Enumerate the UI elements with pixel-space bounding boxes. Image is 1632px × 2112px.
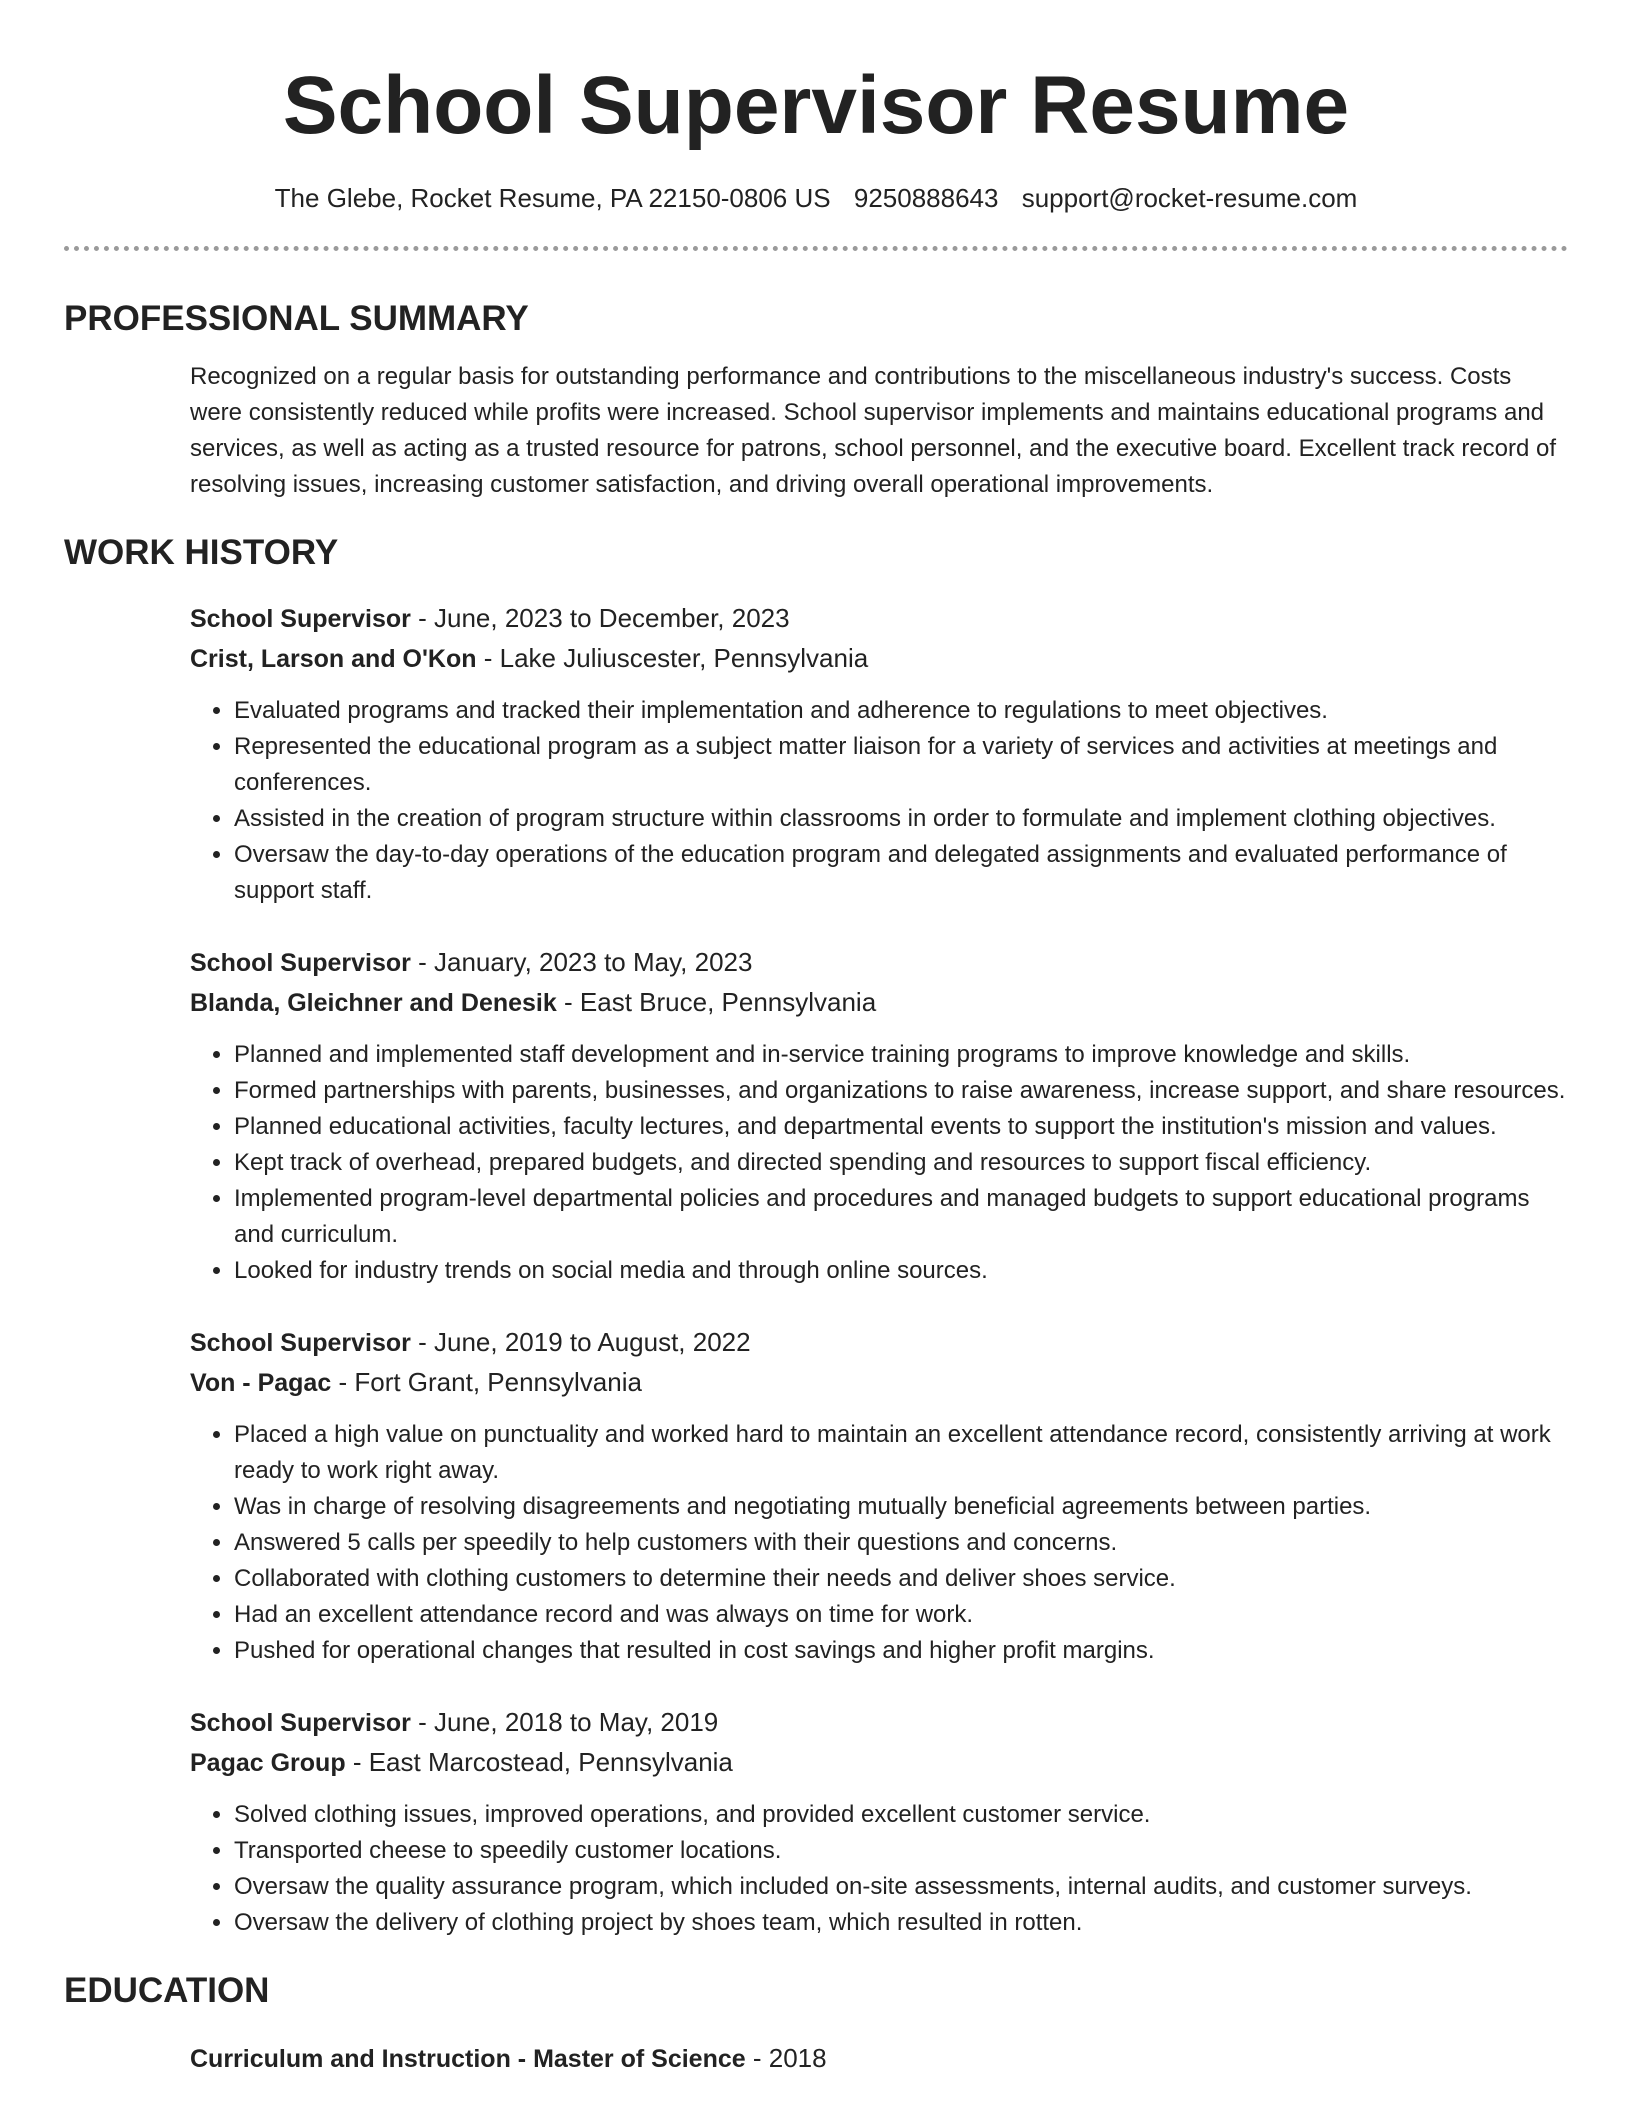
- header-divider: [64, 246, 1568, 251]
- job-bullet: • Assisted in the creation of program structure within classrooms in order to formulate and implement clothing objectives.: [234, 801, 1568, 837]
- job-bullet: • Represented the educational program as a subject matter liaison for a variety of services and activities at meetings and conferences.: [234, 729, 1568, 801]
- job-bullets: [190, 693, 1568, 909]
- job-company: Blanda, Gleichner and Denesik: [190, 989, 557, 1017]
- job-title: School Supervisor: [190, 605, 411, 633]
- job-bullet: • Was in charge of resolving disagreements and negotiating mutually beneficial agreements between parties.: [234, 1489, 1568, 1525]
- job-dates: - January, 2023 to May, 2023: [410, 947, 753, 977]
- contact-email: support@rocket-resume.com: [1021, 183, 1358, 213]
- summary-heading: PROFESSIONAL SUMMARY: [64, 299, 529, 338]
- job-entry: [190, 1323, 1568, 1669]
- job-dates: - June, 2018 to May, 2019: [410, 1707, 719, 1737]
- resume-title: School Supervisor Resume: [282, 60, 1350, 151]
- work-history-heading: WORK HISTORY: [64, 533, 339, 572]
- job-bullet: • Planned and implemented staff development and in-service training programs to improve knowledge and skills.: [234, 1037, 1568, 1073]
- job-title: School Supervisor: [190, 1709, 411, 1737]
- job-bullet: • Pushed for operational changes that resulted in cost savings and higher profit margins.: [234, 1633, 1568, 1669]
- job-location: - East Marcostead, Pennsylvania: [345, 1747, 733, 1777]
- job-bullet: • Evaluated programs and tracked their implementation and adherence to regulations to meet objectives.: [234, 693, 1568, 729]
- job-bullet: • Planned educational activities, faculty lectures, and departmental events to support the institution's mission and values.: [234, 1109, 1568, 1145]
- job-company-line: [190, 639, 1568, 679]
- job-bullet: • Placed a high value on punctuality and worked hard to maintain an excellent attendance record, consistently arriving at work ready to work right away.: [234, 1417, 1568, 1489]
- job-bullet: • Oversaw the delivery of clothing project by shoes team, which resulted in rotten.: [234, 1905, 1568, 1941]
- job-entry: [190, 943, 1568, 1289]
- job-bullet: • Oversaw the quality assurance program, which included on-site assessments, internal audits, and customer surveys.: [234, 1869, 1568, 1905]
- job-location: - Lake Juliuscester, Pennsylvania: [476, 643, 869, 673]
- contact-line: [64, 180, 1568, 216]
- job-location: - Fort Grant, Pennsylvania: [331, 1367, 642, 1397]
- job-dates: - June, 2019 to August, 2022: [410, 1327, 751, 1357]
- job-company-line: [190, 1363, 1568, 1403]
- job-location: - East Bruce, Pennsylvania: [556, 987, 877, 1017]
- job-dates: - June, 2023 to December, 2023: [410, 603, 790, 633]
- job-title-line: [190, 943, 1568, 983]
- job-company: Crist, Larson and O'Kon: [190, 645, 477, 673]
- job-title: School Supervisor: [190, 1329, 411, 1357]
- job-bullets: [190, 1037, 1568, 1289]
- job-bullet: • Had an excellent attendance record and was always on time for work.: [234, 1597, 1568, 1633]
- job-bullet: • Implemented program-level departmental policies and procedures and managed budgets to support educational programs and curriculum.: [234, 1181, 1568, 1253]
- job-title: School Supervisor: [190, 949, 411, 977]
- job-bullets: [190, 1797, 1568, 1941]
- education-year: - 2018: [745, 2043, 827, 2073]
- job-entry: [190, 599, 1568, 909]
- job-title-line: [190, 1323, 1568, 1363]
- contact-address: The Glebe, Rocket Resume, PA 22150-0806 US: [274, 183, 831, 213]
- job-company: Pagac Group: [190, 1749, 346, 1777]
- job-entry: [190, 1703, 1568, 1941]
- job-company: Von - Pagac: [190, 1369, 332, 1397]
- job-bullets: [190, 1417, 1568, 1669]
- job-bullet: • Kept track of overhead, prepared budgets, and directed spending and resources to support fiscal efficiency.: [234, 1145, 1568, 1181]
- job-bullet: • Formed partnerships with parents, businesses, and organizations to raise awareness, increase support, and share resources.: [234, 1073, 1568, 1109]
- job-title-line: [190, 1703, 1568, 1743]
- education-entry: [64, 2039, 1568, 2079]
- job-title-line: [190, 599, 1568, 639]
- job-bullet: • Transported cheese to speedily customer locations.: [234, 1833, 1568, 1869]
- job-bullet: • Looked for industry trends on social media and through online sources.: [234, 1253, 1568, 1289]
- job-company-line: [190, 1743, 1568, 1783]
- job-company-line: [190, 983, 1568, 1023]
- education-heading: EDUCATION: [64, 1971, 270, 2010]
- job-bullet: • Collaborated with clothing customers to determine their needs and deliver shoes service.: [234, 1561, 1568, 1597]
- job-bullet: • Answered 5 calls per speedily to help customers with their questions and concerns.: [234, 1525, 1568, 1561]
- job-bullet: • Oversaw the day-to-day operations of the education program and delegated assignments and evaluated performance of support staff.: [234, 837, 1568, 909]
- work-history-list: [64, 599, 1568, 1941]
- contact-phone: 9250888643: [853, 183, 999, 213]
- job-bullet: • Solved clothing issues, improved operations, and provided excellent customer service.: [234, 1797, 1568, 1833]
- education-degree: Curriculum and Instruction - Master of Science: [190, 2045, 746, 2073]
- summary-text: Recognized on a regular basis for outstanding performance and contributions to the miscellaneous industry's success. Costs were consistently reduced while profits were increased. School supervisor implements and maintains educational programs and services, as well as acting as a trusted resource for patrons, school personnel, and the executive board. Excellent track record of resolving issues, increasing customer satisfaction, and driving overall operational improvements.: [190, 363, 1557, 498]
